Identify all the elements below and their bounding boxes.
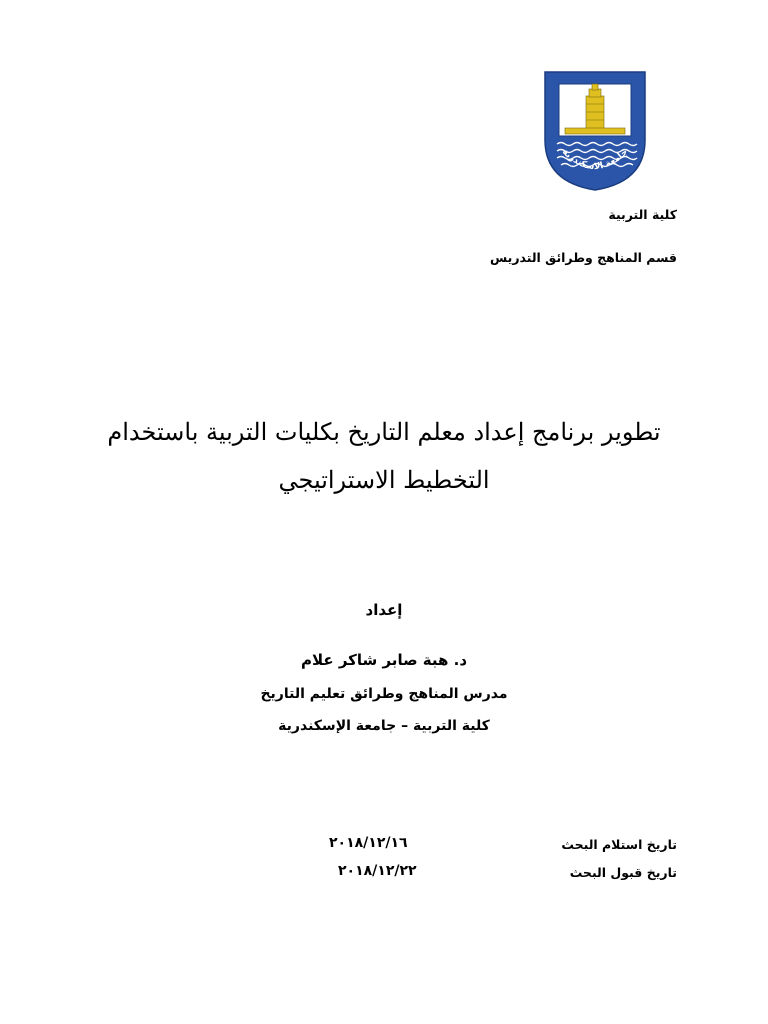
author-name: د. هبة صابر شاكر علام bbox=[300, 651, 468, 669]
prepared-by-label: إعداد bbox=[365, 601, 403, 619]
research-title bbox=[90, 408, 678, 504]
research-title-line2: التخطيط الاستراتيجي bbox=[278, 466, 490, 494]
research-title-line1: تطوير برنامج إعداد معلم التاريخ بكليات التربية باستخدام bbox=[107, 418, 661, 446]
university-emblem-icon bbox=[543, 70, 647, 192]
faculty-name: كلية التربية bbox=[608, 207, 677, 222]
received-date-value: ٢٠١٨/١٢/١٦ bbox=[329, 835, 408, 851]
author-position: مدرس المناهج وطرائق تعليم التاريخ bbox=[260, 686, 508, 702]
department-name: قسم المناهج وطرائق التدريس bbox=[489, 250, 677, 265]
received-date-label: تاريخ استلام البحث bbox=[561, 837, 677, 852]
author-affiliation: كلية التربية – جامعة الإسكندرية bbox=[278, 718, 490, 734]
accepted-date-value: ٢٠١٨/١٢/٢٢ bbox=[338, 863, 417, 879]
emblem-text: جامعة الاسكندرية bbox=[559, 147, 631, 173]
accepted-date-label: تاريخ قبول البحث bbox=[569, 865, 677, 880]
